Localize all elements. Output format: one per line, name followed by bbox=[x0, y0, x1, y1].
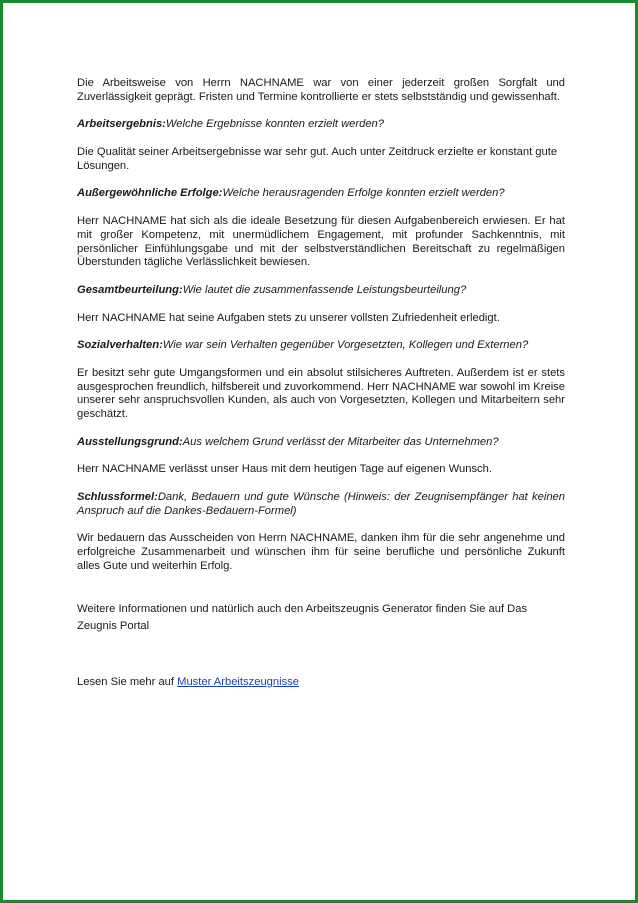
info-paragraph: Weitere Informationen und natürlich auch den Arbeitszeugnis Generator finden Sie auf Das Zeugnis Portal bbox=[77, 603, 528, 632]
austellung-label: Ausstellungsgrund: bbox=[77, 435, 183, 448]
erfolge-heading bbox=[77, 187, 565, 201]
schluss-heading bbox=[77, 491, 565, 519]
erfolge-question: Welche herausragenden Erfolge konnten erzielt werden? bbox=[222, 187, 505, 200]
spacer bbox=[77, 648, 565, 676]
more-paragraph bbox=[77, 676, 565, 690]
sozial-heading bbox=[77, 339, 565, 353]
sozial-question: Wie war sein Verhalten gegenüber Vorgesetzten, Kollegen und Externen? bbox=[162, 339, 529, 352]
arbeitsergebnis-question: Welche Ergebnisse konnten erzielt werden? bbox=[165, 118, 384, 131]
erfolge-paragraph: Herr NACHNAME hat sich als die ideale Besetzung für diesen Aufgabenbereich erwiesen. Er hat mit großer Kompetenz, mit unermüdlichem Engagement, mit profunder Sachkenntnis, mit persönlicher Einfühlungsgabe und mit der selbstverständlichen Bereitschaft zu regelmäßigen Überstunden tägliche Verlässlichkeit bewiesen. bbox=[77, 214, 565, 269]
muster-arbeitszeugnisse-link[interactable]: Muster Arbeitszeugnisse bbox=[177, 675, 300, 688]
arbeitsergebnis-label: Arbeitsergebnis: bbox=[77, 118, 166, 131]
more-prefix: Lesen Sie mehr auf bbox=[77, 675, 178, 688]
intro-paragraph: Die Arbeitsweise von Herrn NACHNAME war von einer jederzeit großen Sorgfalt und Zuverlässigkeit geprägt. Fristen und Termine kontrollierte er stets selbstständig und gewissenhaft. bbox=[77, 77, 565, 103]
spacer bbox=[77, 587, 565, 601]
arbeitsergebnis-paragraph: Die Qualität seiner Arbeitsergebnisse war sehr gut. Auch unter Zeitdruck erzielte er konstant gute Lösungen. bbox=[77, 145, 558, 172]
schluss-label: Schlussformel: bbox=[77, 490, 158, 503]
schluss-paragraph: Wir bedauern das Ausscheiden von Herrn NACHNAME, danken ihm für die sehr angenehme und erfolgreiche Zusammenarbeit und wünschen ihm für seine berufliche und persönliche Zukunft alles Gute und weiterhin Erfolg. bbox=[77, 532, 565, 572]
schluss-question: Dank, Bedauern und gute Wünsche (Hinweis: der Zeugnisempfänger hat keinen Anspruch auf die Dankes-Bedauern-Formel) bbox=[77, 490, 565, 517]
arbeitsergebnis-heading bbox=[77, 118, 565, 132]
document-body bbox=[77, 77, 565, 703]
austellung-heading bbox=[77, 436, 565, 450]
erfolge-label: Außergewöhnliche Erfolge: bbox=[77, 187, 223, 200]
sozial-paragraph: Er besitzt sehr gute Umgangsformen und ein absolut stilsicheres Auftreten. Außerdem ist er stets ausgesprochen freundlich, hilfsbereit und zuvorkommend. Herr NACHNAME war sowohl im Kreise unserer sehr anspruchsvollen Kunden, als auch von Vorgesetzten, Kollegen und Mitarbeitern sehr geschätzt. bbox=[77, 366, 565, 421]
austellung-paragraph: Herr NACHNAME verlässt unser Haus mit dem heutigen Tage auf eigenen Wunsch. bbox=[77, 463, 492, 476]
gesamt-question: Wie lautet die zusammenfassende Leistungsbeurteilung? bbox=[182, 283, 467, 296]
gesamt-heading bbox=[77, 284, 565, 298]
gesamt-label: Gesamtbeurteilung: bbox=[77, 283, 183, 296]
sozial-label: Sozialverhalten: bbox=[77, 339, 163, 352]
austellung-question: Aus welchem Grund verlässt der Mitarbeiter das Unternehmen? bbox=[182, 435, 499, 448]
gesamt-paragraph: Herr NACHNAME hat seine Aufgaben stets zu unserer vollsten Zufriedenheit erledigt. bbox=[77, 311, 500, 324]
